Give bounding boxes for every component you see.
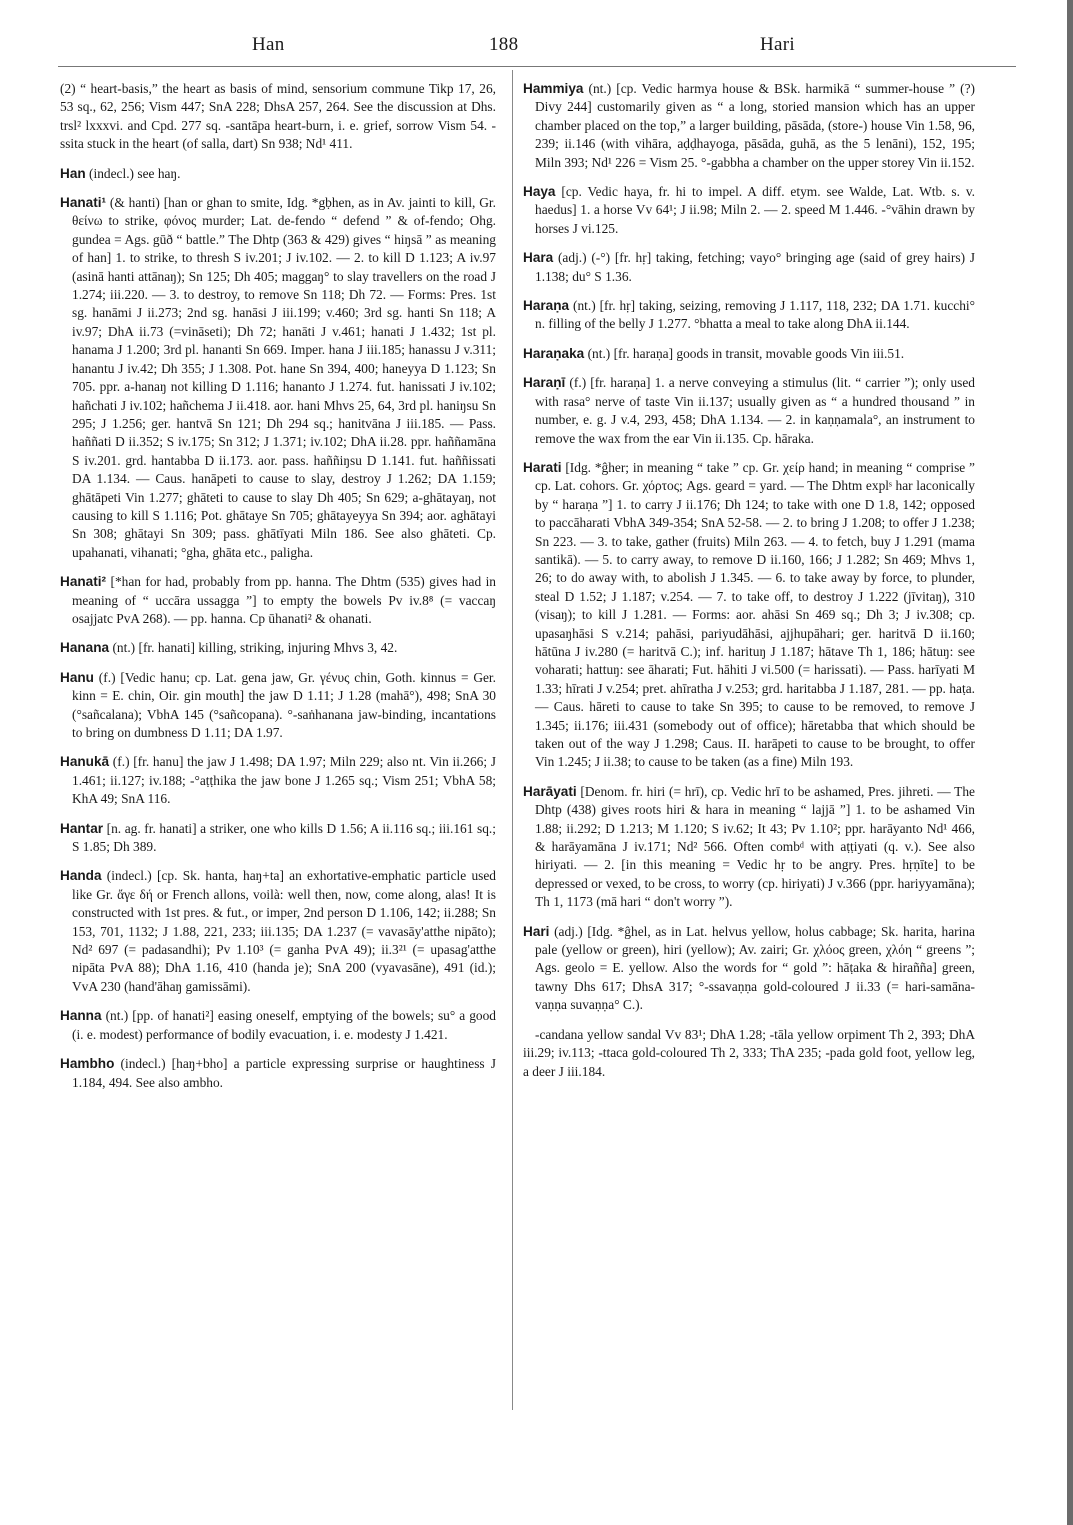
- entry-headword: Hanati¹: [60, 195, 107, 211]
- entry-headword: Hanukā: [60, 754, 110, 770]
- dictionary-entry: [523, 297, 975, 334]
- entry-body: [Idg. *ĝher; in meaning “ take ” cp. Gr. χείρ hand; in meaning “ comprise ” cp. Lat. cohors. Gr. χόρτος; Ags. geard = yard. — The Dhtm explˢ har laconically by “ haraṇa ”] 1. to carry J ii.176; Dh 124; to take with one D 1.8, 142; opposed to paccāharati VbhA 349-354; SnA 52-58. — 2. to bring J 1.208; to offer J 1.238; Sn 223. — 3. to take, gather (fruits) Miln 263. — 4. to fetch, buy J 1.291 (mama santikā). — 5. to carry away, to remove D ii.160, 166; J 1.282; Sn 469; Mhvs 1, 26; to do away with, to abolish J 1.345. — 6. to take away by force, to plunder, steal D 1.52; J 1.187; v.254. — 7. to take off, to destroy J 1.222 (jīvitaŋ), 310 (visaŋ); to kill J 1.281. — Forms: aor. ahāsi Sn 469 sq.; Dh 3; J iv.308; cp. upasaŋhāsi S v.214; pahāsi, pariyudāhāsi, ajjhupāhari; ger. haritvā D ii.160; hātūna J iv.280 (= haritvā C.); inf. harituŋ J 1.187; hātave Th 1, 186; hātuŋ: see voharati; hattuŋ: see āharati; Fut. hāhiti J vi.500 (= harissati). — Pass. harīyati M 1.33; hīrati J v.254; pret. ahīratha J v.253; grd. haritabba J 1.187, 281. — pp. haṭa. — Caus. hāreti to cause to take Sn 395; to cause to be removed, to remove J 1.345; ii.176; iii.431 (somebody out of office); hāretabba that which should be taken out of the way J 1.298; Caus. II. harāpeti to cause to be brought, to offer Vin 1.245; J ii.38; to cause to be taken (as a fine) Miln 193.: [535, 459, 975, 770]
- dictionary-entry: [60, 669, 496, 743]
- dictionary-entry: [523, 459, 975, 772]
- page-number: 188: [489, 34, 519, 55]
- entry-headword: Hari: [523, 923, 550, 939]
- dictionary-entry: [60, 573, 496, 628]
- dictionary-subentry: [523, 1026, 975, 1081]
- entry-headword: Harāyati: [523, 783, 577, 799]
- entry-headword: Han: [60, 165, 86, 181]
- entry-headword: Haraṇaka: [523, 345, 585, 361]
- entry-headword: Hambho: [60, 1056, 115, 1072]
- entry-body: (adj.) [Idg. *ĝhel, as in Lat. helvus yellow, holus cabbage; Sk. harita, harina pale (yellow or green), hiri (yellow); Av. zairi; Gr. χλόος green, χλόη “ greens ”; Ags. geolo = E. yellow. Also the words for “ gold ”: hāṭaka & hirañña] green, tawny Dhs 617; DhsA 317; °-ssavaṇṇa gold-coloured J ii.33 (= hari-samāna-vaṇṇa suvaṇṇa° C.).: [535, 923, 975, 1013]
- entry-body: (indecl.) see haŋ.: [85, 165, 181, 181]
- entry-headword: Hanu: [60, 669, 94, 685]
- dictionary-entry: [523, 183, 975, 238]
- entry-body: (& hanti) [han or ghan to smite, Idg. *gḅhen, as in Av. jainti to kill, Gr. θείνω to strike, φόνος murder; Lat. de-fendo “ defend ” & of-fendo; Ohg. gundea = Ags. gūð “ battle.” The Dhtp (363 & 429) gives “ hiŋsā ” as meaning of han] 1. to strike, to thresh S iv.201; J iv.102. — 2. to kill D 1.123; A iv.97 (asinā hanti attānaŋ); Sn 125; Dh 405; maggaŋ° to slay travellers on the road J 1.274; iii.220. — 3. to destroy, to remove Sn 118; Dh 72. — Forms: Pres. 1st sg. hanāmi J ii.273; 2nd sg. hanāsi J iii.199; v.460; 3rd sg. hanti Sn 118; A iv.97; DhA ii.73 (=vināseti); Dh 72; hanāti J v.461; hanati J 1.432; 1st pl. hanama J 1.200; 3rd pl. hananti Sn 669. Imper. hana J iii.185; hanassu J v.311; hanantu J iv.42; Dh 355; J 1.308. Pot. hane Sn 394, 400; haneyya D 1.123; Sn 705. ppr. a-hanaŋ not killing D 1.116; hananto J 1.274. fut. hanissati J iv.102; hañchati J iv.102; hañchema J ii.418. aor. hani Mhvs 25, 64, 3rd pl. haniŋsu Sn 295; J 1.256; ger. hantvā Sn 121; Dh 294 sq.; hanitvāna J iii.185. — Pass. haññati D ii.352; S iv.175; Sn 312; J 1.371; iv.102; DhA ii.28. ppr. haññamāna S iv.201. grd. hantabba D ii.173. aor. pass. haññiŋsu D 1.141. fut. haññissati DA 1.134. — Caus. hanāpeti to cause to slay, destroy J 1.262; DA 1.159; ghātāpeti Vin 1.277; ghāteti to cause to slay Dh 405; Sn 629; a-ghātayaŋ, not causing to kill S 1.116; Pot. ghātaye Sn 705; ghātayeyya Sn 394; aor. aghātayi Sn 308; ghātayi Sn 309; pass. ghātīyati Miln 186. See also ghāteti. Cp. upahanati, vihanati; °gha, ghāta etc., paligha.: [72, 195, 496, 560]
- dictionary-entry: [523, 783, 975, 912]
- entry-body: -candana yellow sandal Vv 83¹; DhA 1.28; -tāla yellow orpiment Th 2, 393; DhA iii.29; iv.113; -ttaca gold-coloured Th 2, 333; ThA 235; -pada gold foot, yellow leg, a deer J iii.184.: [523, 1026, 975, 1079]
- dictionary-entry: [60, 639, 496, 657]
- entry-headword: Haraṇa: [523, 298, 570, 314]
- running-head-right: Hari: [760, 34, 795, 55]
- entry-body: (indecl.) [cp. Sk. hanta, haŋ+ta] an exhortative-emphatic particle used like Gr. ἄγε δή or French allons, voilà: well then, now, come along, alas! It is constructed with 1st pres. & fut., or imper, 2nd person D 1.106, 142; ii.288; Sn 153, 701, 1132; J 1.88, 221, 233; iii.135; DA 1.237 (= vavasāy'atthe nipāto); Nd² 697 (= padasandhi); Pv 1.10³ (= ganha PvA 49); ii.3²¹ (= upasag'atthe nipāta PvA 88); DhA 1.16, 410 (handa je); SnA 200 (vyavasāne), 491 (id.); VvA 230 (hand'āhaŋ gamissāmi).: [72, 868, 496, 994]
- dictionary-entry: [523, 923, 975, 1015]
- dictionary-entry: [60, 867, 496, 996]
- entry-body: (nt.) [cp. Vedic harmya house & BSk. harmikā “ summer-house ” (?) Divy 244] customarily given as “ a long, storied mansion which has an upper chamber placed on the top,” a larger building, pāsāda, (store-) house Vin 1.58, 96, 239; ii.146 (with vihāra, aḍḍhayoga, pāsāda, guhā, as the 5 lenāni), 152, 195; Miln 393; Nd¹ 226 = Vism 25. °-gabbha a chamber on the upper storey Vin ii.152.: [535, 81, 975, 170]
- entry-headword: Hanati²: [60, 574, 107, 590]
- entry-body: (nt.) [fr. hṛ] taking, seizing, removing J 1.117, 118, 232; DA 1.71. kucchi° n. filling of the belly J 1.277. °bhatta a meal to take along DhA ii.144.: [535, 298, 975, 332]
- header-rule: [58, 66, 1016, 67]
- entry-headword: Hantar: [60, 820, 104, 836]
- right-column: [523, 80, 975, 1092]
- dictionary-entry: [60, 1055, 496, 1092]
- entry-body: [Denom. fr. hiri (= hrī), cp. Vedic hrī to be ashamed, Pres. jihreti. — The Dhtp (438) gives roots hiri & hara in meaning “ lajjā ”] 1. to be ashamed Vin 1.88; ii.292; D 1.213; M 1.120; S iv.62; It 43; Pv 1.10²; ppr. harāyanto Nd¹ 466, & harāyamāna J iv.171; Nd² 566. Often combᵈ with aṭṭiyati (q. v.). See also hiriyati. — 2. [in this meaning = Vedic hṛ to be angry. Pres. hṛṇīte] to be depressed or vexed, to be cross, to worry (cp. hiriyati) J v.366 (ppr. hariyyamāna); Th 1, 1173 (mā hari “ don't worry ”).: [535, 783, 975, 910]
- entry-body: [n. ag. fr. hanati] a striker, one who kills D 1.56; A ii.116 sq.; iii.161 sq.; S 1.85; Dh 389.: [72, 820, 496, 855]
- running-head-left: Han: [252, 34, 285, 55]
- entry-body: (adj.) (-°) [fr. hṛ] taking, fetching; vayo° bringing age (said of grey hairs) J 1.138; du° S 1.36.: [535, 250, 975, 284]
- dictionary-entry: [60, 820, 496, 857]
- entry-body: (nt.) [pp. of hanati²] easing oneself, emptying of the bowels; su° a good (i. e. modest) performance of bodily evacuation, i. e. modesty J 1.421.: [72, 1008, 496, 1042]
- entry-headword: Hanana: [60, 640, 110, 656]
- dictionary-entry: [60, 80, 496, 154]
- dictionary-entry: [523, 345, 975, 363]
- entry-body: (indecl.) [haŋ+bho] a particle expressing surprise or haughtiness J 1.184, 494. See also ambho.: [72, 1056, 496, 1090]
- column-divider: [512, 70, 513, 1410]
- entry-body: (f.) [Vedic hanu; cp. Lat. gena jaw, Gr. γένυς chin, Goth. kinnus = Ger. kinn = E. chin, Oir. gin mouth] the jaw D 1.11; J 1.28 (mahā°), 498; SnA 30 (°sañcalana); VbhA 145 (°sañcopana). °-saṅhanana jaw-binding, incantations to bring on dumbness D 1.11; DA 1.97.: [72, 669, 496, 740]
- entry-body: (f.) [fr. hanu] the jaw J 1.498; DA 1.97; Miln 229; also nt. Vin ii.266; J 1.461; ii.127; iv.188; -°aṭṭhika the jaw bone J 1.265 sq.; Vism 251; VbhA 58; KhA 49; SnA 116.: [72, 754, 496, 807]
- dictionary-entry: [60, 753, 496, 808]
- entry-body: (nt.) [fr. haraṇa] goods in transit, movable goods Vin iii.51.: [584, 345, 905, 361]
- entry-headword: Harati: [523, 459, 562, 475]
- entry-headword: Hanna: [60, 1008, 102, 1024]
- entry-body: (f.) [fr. haraṇa] 1. a nerve conveying a stimulus (lit. “ carrier ”); only used with rasa° nerve of taste Vin ii.137; usually given as “ a hundred thousand ” in number, e. g. J v.4, 293, 458; DhA 1.134. — 2. in kaṇṇamala°, an instrument to remove the wax from the ear Vin ii.135. Cp. hāraka.: [535, 375, 975, 446]
- entry-headword: Haraṇī: [523, 375, 566, 391]
- entry-body: (nt.) [fr. hanati] killing, striking, injuring Mhvs 3, 42.: [109, 640, 398, 656]
- dictionary-entry: [60, 165, 496, 183]
- entry-headword: Hara: [523, 250, 554, 266]
- entry-headword: Hammiya: [523, 81, 584, 96]
- dictionary-entry: [523, 80, 975, 172]
- entry-headword: Handa: [60, 868, 102, 884]
- dictionary-entry: [60, 194, 496, 562]
- entry-headword: Haya: [523, 184, 556, 200]
- scan-page-edge: [1067, 0, 1073, 1525]
- dictionary-entry: [523, 249, 975, 286]
- left-column: [60, 80, 496, 1103]
- entry-body: (2) “ heart-basis,” the heart as basis of mind, sensorium commune Tikp 17, 26, 53 sq., 62, 256; Vism 447; SnA 228; DhsA 257, 264. See the discussion at Dhs. trsl² lxxxvi. and Cpd. 277 sq. -santāpa heart-burn, i. e. grief, sorrow Vism 54. -ssita stuck in the heart (of salla, dart) Sn 938; Nd¹ 411.: [60, 81, 496, 152]
- dictionary-entry: [60, 1007, 496, 1044]
- entry-body: [*han for had, probably from pp. hanna. The Dhtm (535) gives had in meaning of “ uccāra ussagga ”] to empty the bowels Pv iv.8⁸ (= vaccaŋ osajjatc PvA 268). — pp. hanna. Cp ūhanati² & ohanati.: [72, 574, 496, 626]
- entry-body: [cp. Vedic haya, fr. hi to impel. A diff. etym. see Walde, Lat. Wtb. s. v. haedus] 1. a horse Vv 64¹; J ii.98; Miln 2. — 2. speed M 1.446. -°vāhin drawn by horses J vi.125.: [535, 184, 975, 236]
- dictionary-entry: [523, 374, 975, 448]
